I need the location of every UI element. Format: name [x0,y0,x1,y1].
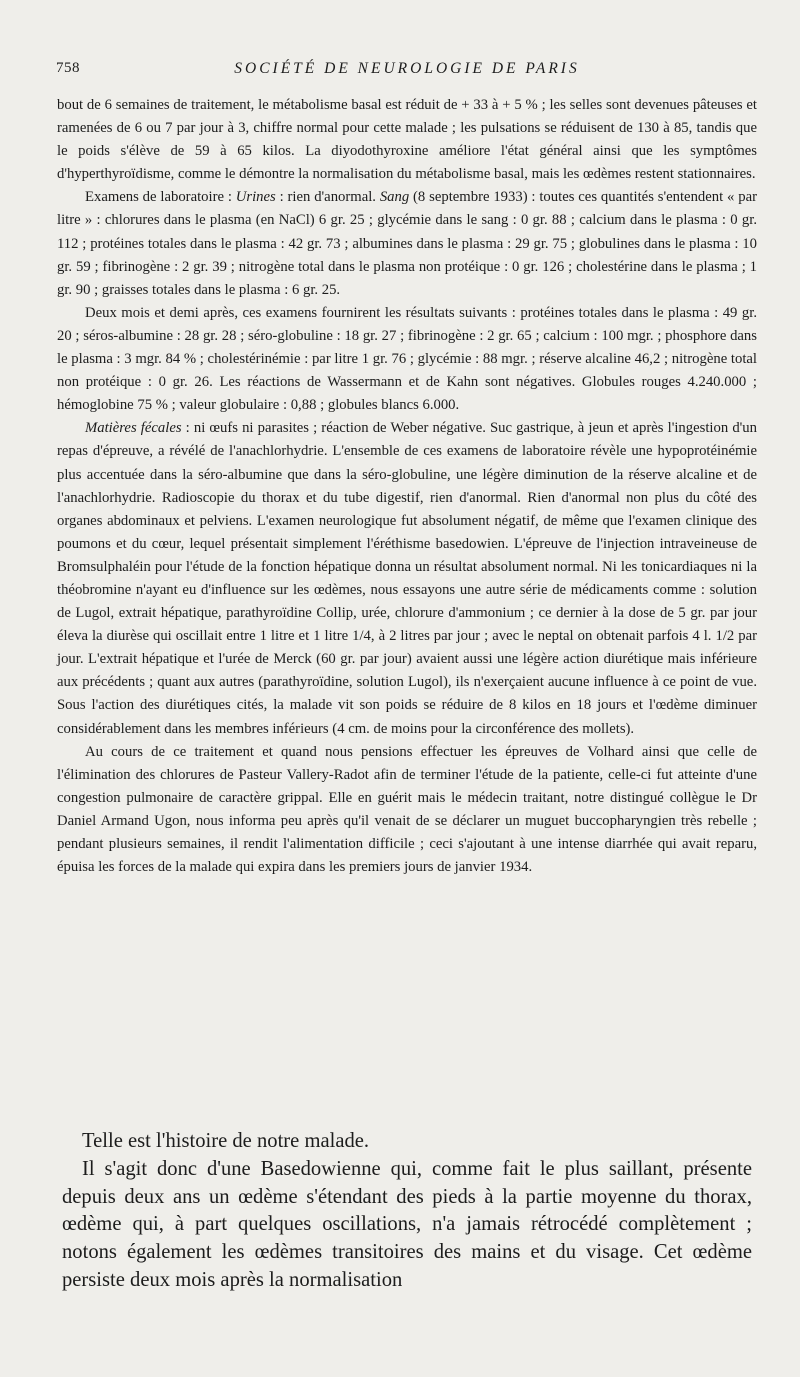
blood-results: (8 septembre 1933) : toutes ces quantités s'entendent « par litre » : chlorures dans le plasma (en NaCl) 6 gr. 25 ; glycémie dans le sang : 0 gr. 88 ; calcium dans le plasma : 0 gr. 112 ; protéines totales dans le plasma : 42 gr. 73 ; albumines dans le plasma : 29 gr. 75 ; globulines dans le plasma : 10 gr. 59 ; fibrinogène : 2 gr. 39 ; nitrogène total dans le plasma non protéique : 0 gr. 126 ; cholestérine dans le plasma ; 1 gr. 90 ; graisses totales dans le plasma : 6 gr. 25. [57,189,757,298]
case-report-small-print [57,94,757,879]
discussion-large-print [62,1128,752,1295]
blood-heading: Sang [379,189,410,206]
paragraph-followup-exams: Deux mois et demi après, ces examens fournirent les résultats suivants : protéines totales dans le plasma : 49 gr. 20 ; séros-albumine : 28 gr. 28 ; séro-globuline : 18 gr. 27 ; fibrinogène : 2 gr. 65 ; calcium : 100 mgr. ; phosphore dans le plasma : 3 mgr. 84 % ; cholestérinémie : par litre 1 gr. 76 ; glycémie : 88 mgr. ; réserve alcaline 46,2 ; nitrogène total non protéique : 0 gr. 26. Les réactions de Wassermann et de Kahn sont négatives. Globules rouges 4.240.000 ; hémoglobine 75 % ; valeur globulaire : 0,88 ; globules blancs 6.000. [57,304,757,414]
paragraph-outcome: Au cours de ce traitement et quand nous pensions effectuer les épreuves de Volhard ainsi que celle de l'élimination des chlorures de Pasteur Vallery-Radot afin de terminer l'étude de la patiente, celle-ci fut atteinte d'une congestion pulmonaire de caractère grippal. Elle en guérit mais le médecin traitant, notre distingué collègue le Dr Daniel Armand Ugon, nous informa peu après qu'il venait de se déclarer un muguet buccopharyngien très rebelle ; pendant plusieurs semaines, il rendit l'alimentation difficile ; ceci s'ajoutant à une intense diarrhée qui avait reparu, épuisa les forces de la malade qui expira dans les premiers jours de janvier 1934. [57,743,757,876]
page-number: 758 [56,60,80,76]
urines-heading: Urines [235,189,276,206]
paragraph-laboratory-exams [57,186,757,301]
lab-exams-lead: Examens de laboratoire : [85,189,236,206]
paragraph-summary-heading: Telle est l'histoire de notre malade. [82,1130,370,1152]
paragraph-stool-and-treatments [57,417,757,740]
paragraph-treatment-results: bout de 6 semaines de traitement, le métabolisme basal est réduit de + 33 à + 5 % ; les selles sont devenues pâteuses et ramenées de 6 ou 7 par jour à 3, chiffre normal pour cette malade ; les pulsations se réduisent de 130 à 85, tandis que le poids s'élève de 59 à 65 kilos. La diyodothyroxine améliore l'état général ainsi que les symptômes d'hyperthyroïdisme, comme le démontre la normalisation du métabolisme basal, mais les œdèmes restent stationnaires. [57,97,757,183]
paragraph-discussion: Il s'agit donc d'une Basedowienne qui, comme fait le plus saillant, présente depuis deux ans un œdème s'étendant des pieds à la partie moyenne du thorax, œdème qui, à part quelques oscillations, n'a jamais rétrocédé complètement ; notons également les œdèmes transitoires des mains et du visage. Cet œdème persiste deux mois après la normalisation [62,1157,752,1291]
urines-result: : rien d'anormal. [275,189,380,206]
running-title: SOCIÉTÉ DE NEUROLOGIE DE PARIS [234,60,580,77]
stool-heading: Matières fécales [85,420,182,437]
stool-text: : ni œufs ni parasites ; réaction de Weber négative. Suc gastrique, à jeun et après l'ingestion d'un repas d'épreuve, a révélé de l'anachlorhydrie. L'ensemble de ces examens de laboratoire révèle une hypoprotéinémie plus accentuée dans la séro-albumine que dans la séro-globuline, une légère diminution de la réserve alcaline et de l'anachlorhydrie. Radioscopie du thorax et du tube digestif, rien d'anormal. Rien d'anormal non plus du côté des organes abdominaux et pelviens. L'examen neurologique fut absolument négatif, de même que l'examen clinique des poumons et du cœur, lequel présentait simplement l'éréthisme basedowien. L'épreuve de l'injection intraveineuse de Bromsulphaléin pour l'étude de la fonction hépatique donna un résultat absolument normal. Ni les tonicardiaques ni la théobromine n'ayant eu d'influence sur les œdèmes, nous essayons une autre série de médicaments comme : solution de Lugol, extrait hépatique, parathyroïdine Collip, urée, chlorure d'ammonium ; ce dernier à la dose de 5 gr. par jour éleva la diurèse qui oscillait entre 1 litre et 1 litre 1/4, à 2 litres par jour ; avec le neptal on obtenait parfois 4 l. 1/2 par jour. L'extrait hépatique et l'urée de Merck (60 gr. par jour) avaient aussi une légère action diurétique mais inférieure aux précédents ; quant aux autres (parathyroïdine, solution Lugol), ils n'exerçaient aucune influence à ce point de vue. Sous l'action des diurétiques cités, la malade vit son poids se réduire de 8 kilos en 18 jours et l'œdème diminuer considérablement dans les membres inférieurs (4 cm. de moins pour la circonférence des mollets). [57,420,757,737]
page-header [56,60,758,82]
